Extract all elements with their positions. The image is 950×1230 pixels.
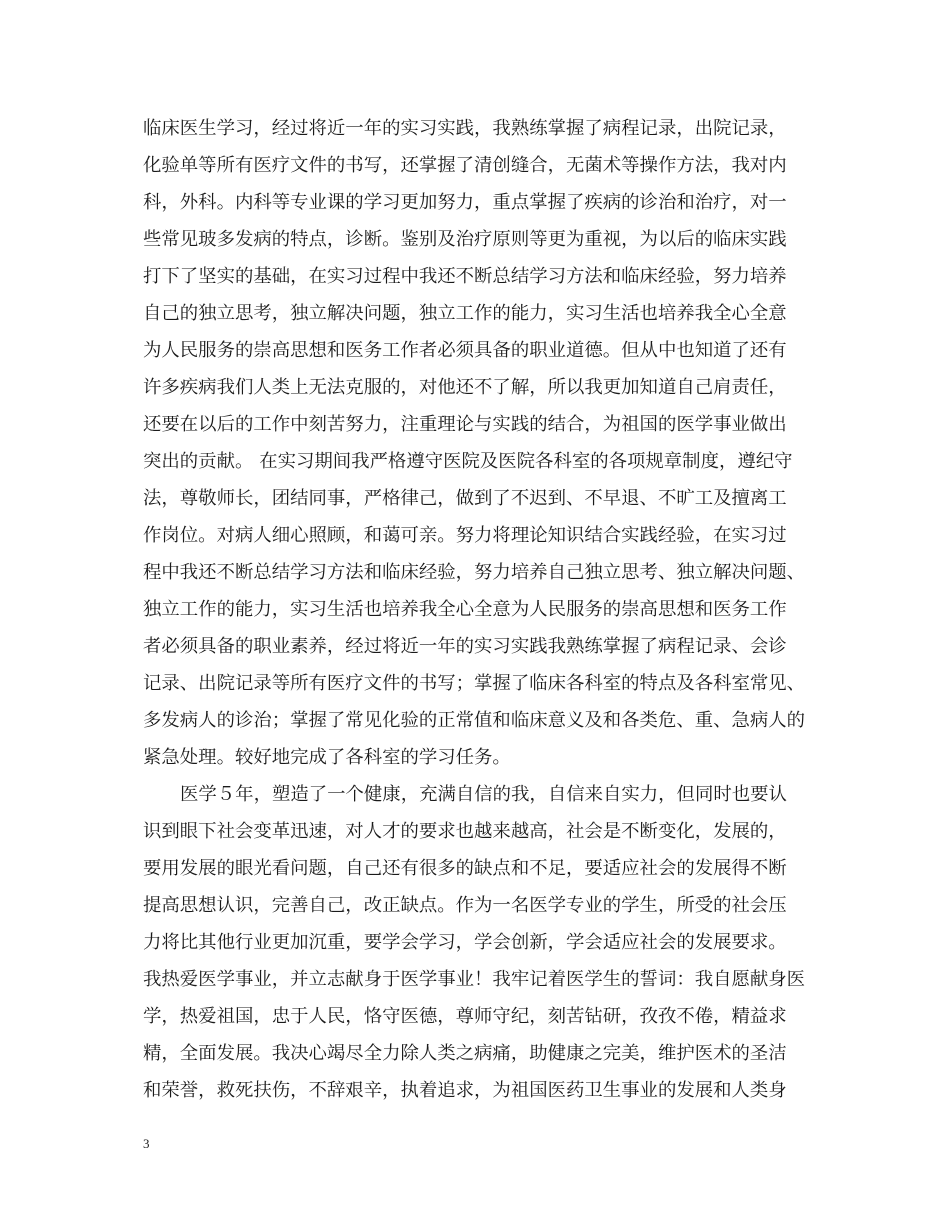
text-line: 自己的独立思考，独立解决问题，独立工作的能力，实习生活也培养我全心全意 xyxy=(143,303,787,324)
text-line: 许多疾病我们人类上无法克服的，对他还不了解，所以我更加知道自己肩责任， xyxy=(143,377,787,398)
text-line: 些常见玻多发病的特点，诊断。鉴别及治疗原则等更为重视，为以后的临床实践 xyxy=(143,229,787,250)
text-line: 识到眼下社会变革迅速，对人才的要求也越来越高，社会是不断变化，发展的， xyxy=(143,821,787,842)
text-line: 者必须具备的职业素养，经过将近一年的实习实践我熟练掌握了病程记录、会诊 xyxy=(143,636,787,657)
text-line: 突出的贡献。 在实习期间我严格遵守医院及医院各科室的各项规章制度，遵纪守 xyxy=(143,451,793,472)
text-line: 紧急处理。较好地完成了各科室的学习任务。 xyxy=(143,747,511,768)
text-line: 化验单等所有医疗文件的书写，还掌握了清创缝合，无菌术等操作方法，我对内 xyxy=(143,155,787,176)
text-line: 精，全面发展。我决心竭尽全力除人类之病痛，助健康之完美，维护医术的圣洁 xyxy=(143,1043,787,1064)
text-line: 提高思想认识，完善自己，改正缺点。作为一名医学专业的学生，所受的社会压 xyxy=(143,895,787,916)
text-line: 法，尊敬师长，团结同事，严格律己，做到了不迟到、不早退、不旷工及擅离工 xyxy=(143,488,787,509)
text-line: 打下了坚实的基础，在实习过程中我还不断总结学习方法和临床经验，努力培养 xyxy=(143,266,787,287)
text-line: 和荣誉，救死扶伤，不辞艰辛，执着追求，为祖国医药卫生事业的发展和人类身 xyxy=(143,1080,787,1101)
text-line: 科，外科。内科等专业课的学习更加努力，重点掌握了疾病的诊治和治疗，对一 xyxy=(143,192,787,213)
text-line: 独立工作的能力，实习生活也培养我全心全意为人民服务的崇高思想和医务工作 xyxy=(143,599,787,620)
text-line: 学，热爱祖国，忠于人民，恪守医德，尊师守纪，刻苦钻研，孜孜不倦，精益求 xyxy=(143,1006,787,1027)
text-line: 力将比其他行业更加沉重，要学会学习，学会创新，学会适应社会的发展要求。 xyxy=(143,932,787,953)
page-number: 3 xyxy=(143,1136,150,1151)
text-line: 临床医生学习，经过将近一年的实习实践，我熟练掌握了病程记录，出院记录， xyxy=(143,118,787,139)
text-line: 程中我还不断总结学习方法和临床经验，努力培养自己独立思考、独立解决问题、 xyxy=(143,562,806,583)
text-line: 我热爱医学事业，并立志献身于医学事业！我牢记着医学生的誓词：我自愿献身医 xyxy=(143,969,806,990)
text-line: 作岗位。对病人细心照顾，和蔼可亲。努力将理论知识结合实践经验，在实习过 xyxy=(143,525,787,546)
text-line: 记录、出院记录等所有医疗文件的书写；掌握了临床各科室的特点及各科室常见、 xyxy=(143,673,806,694)
text-line: 多发病人的诊治；掌握了常见化验的正常值和临床意义及和各类危、重、急病人的 xyxy=(143,710,806,731)
text-line: 为人民服务的崇高思想和医务工作者必须具备的职业道德。但从中也知道了还有 xyxy=(143,340,787,361)
text-line: 要用发展的眼光看问题，自己还有很多的缺点和不足，要适应社会的发展得不断 xyxy=(143,858,787,879)
text-line: 还要在以后的工作中刻苦努力，注重理论与实践的结合，为祖国的医学事业做出 xyxy=(143,414,787,435)
paragraph-first-line: 医学５年，塑造了一个健康，充满自信的我，自信来自实力，但同时也要认 xyxy=(180,784,787,805)
